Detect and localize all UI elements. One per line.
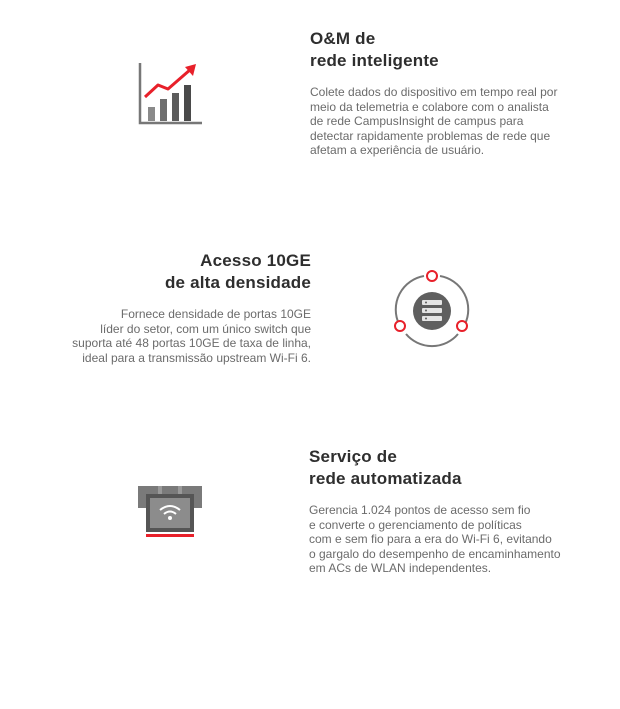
- feature-title: O&M de rede inteligente: [310, 29, 439, 70]
- feature-om-rede-inteligente: [310, 28, 610, 158]
- feature-description: Fornece densidade de portas 10GE líder do setor, com um único switch que suporta até 48 portas 10GE de taxa de linha, ideal para a transmissão upstream Wi-Fi 6.: [72, 307, 311, 365]
- feature-description: Colete dados do dispositivo em tempo real por meio da telemetria e colabore com o analista de rede CampusInsight de campus para detectar rapidamente problemas de rede que afetam a experiência de usuário.: [310, 85, 558, 158]
- growth-chart-icon: [136, 61, 204, 132]
- feature-description: Gerencia 1.024 pontos de acesso sem fio e converte o gerenciamento de políticas com e sem fio para a era do Wi-Fi 6, evitando o gargalo do desempenho de encaminhamento em ACs de WLAN independentes.: [309, 503, 561, 576]
- feature-title: Serviço de rede automatizada: [309, 447, 462, 488]
- feature-servico-rede-automatizada: [309, 446, 609, 576]
- feature-title: Acesso 10GE de alta densidade: [164, 251, 311, 292]
- wifi-access-point-icon: [136, 484, 204, 545]
- feature-acesso-10ge: [11, 250, 311, 365]
- server-network-icon: [392, 266, 472, 355]
